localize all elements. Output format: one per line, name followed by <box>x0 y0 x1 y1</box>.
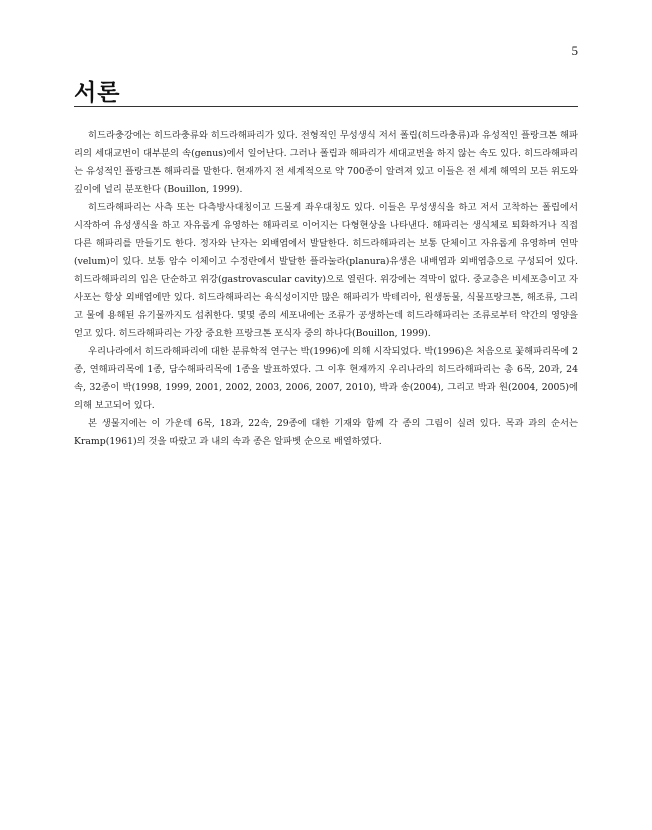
chapter-title: 서론 <box>74 79 121 106</box>
title-divider <box>74 106 578 107</box>
body-text <box>74 127 578 451</box>
paragraph-2: 히드라해파리는 사측 또는 다측방사대칭이고 드물게 좌우대칭도 있다. 이들은 무성생식을 하고 저서 고착하는 폴립에서 시작하여 유성생식을 하고 자유롭게 유영하는 해파리로 이어지는 다형현상을 나타낸다. 해파리는 생식체로 퇴화하거나 직접 다른 해파리를 만들기도 한다. 정자와 난자는 외배엽에서 발달한다. 히드라해파리는 보통 단체이고 자유롭게 유영하며 연막(velum)이 있다. 보통 암수 이체이고 수정란에서 발달한 플라눌라(planura)유생은 내배엽과 외배엽층으로 구성되어 있다. 히드라해파리의 입은 단순하고 위강(gastrovascular cavity)으로 열린다. 위강에는 격막이 없다. 중교층은 비세포층이고 자사포는 항상 외배엽에만 있다. 히드라해파리는 육식성이지만 많은 해파리가 박테리아, 원생동물, 식물프랑크톤, 해조류, 그리고 물에 용해된 유기물까지도 섭취한다. 몇몇 종의 세포내에는 조류가 공생하는데 히드라해파리는 조류로부터 약간의 영양을 얻고 있다. 히드라해파리는 가장 중요한 프랑크톤 포식자 중의 하나다(Bouillon, 1999). <box>74 202 578 339</box>
paragraph-1: 히드라충강에는 히드라충류와 히드라해파리가 있다. 전형적인 무성생식 저서 폴립(히드라충류)과 유성적인 플랑크톤 해파리의 세대교번이 대부분의 속(genus)에서 일어난다. 그러나 폴립과 해파리가 세대교번을 하지 않는 속도 있다. 히드라해파리는 유성적인 플랑크톤 해파리를 말한다. 현재까지 전 세계적으로 약 700종이 알려져 있고 이들은 전 세계 해역의 모든 위도와 깊이에 널리 분포한다 (Bouillon, 1999). <box>74 130 578 195</box>
paragraph-4: 본 생물지에는 이 가운데 6목, 18과, 22속, 29종에 대한 기재와 함께 각 종의 그림이 실려 있다. 목과 과의 순서는 Kramp(1961)의 것을 따랐고 과 내의 속과 종은 알파벳 순으로 배열하였다. <box>74 418 578 447</box>
page-number: 5 <box>571 43 578 58</box>
paragraph-3: 우리나라에서 히드라해파리에 대한 분류학적 연구는 박(1996)에 의해 시작되었다. 박(1996)은 처음으로 꽃해파리목에 2종, 연해파리목에 1종, 담수해파리목에 1종을 발표하였다. 그 이후 현재까지 우리나라의 히드라해파리는 총 6목, 20과, 24속, 32종이 박(1998, 1999, 2001, 2002, 2003, 2006, 2007, 2010), 박과 송(2004), 그리고 박과 원(2004, 2005)에 의해 보고되어 있다. <box>74 346 578 411</box>
